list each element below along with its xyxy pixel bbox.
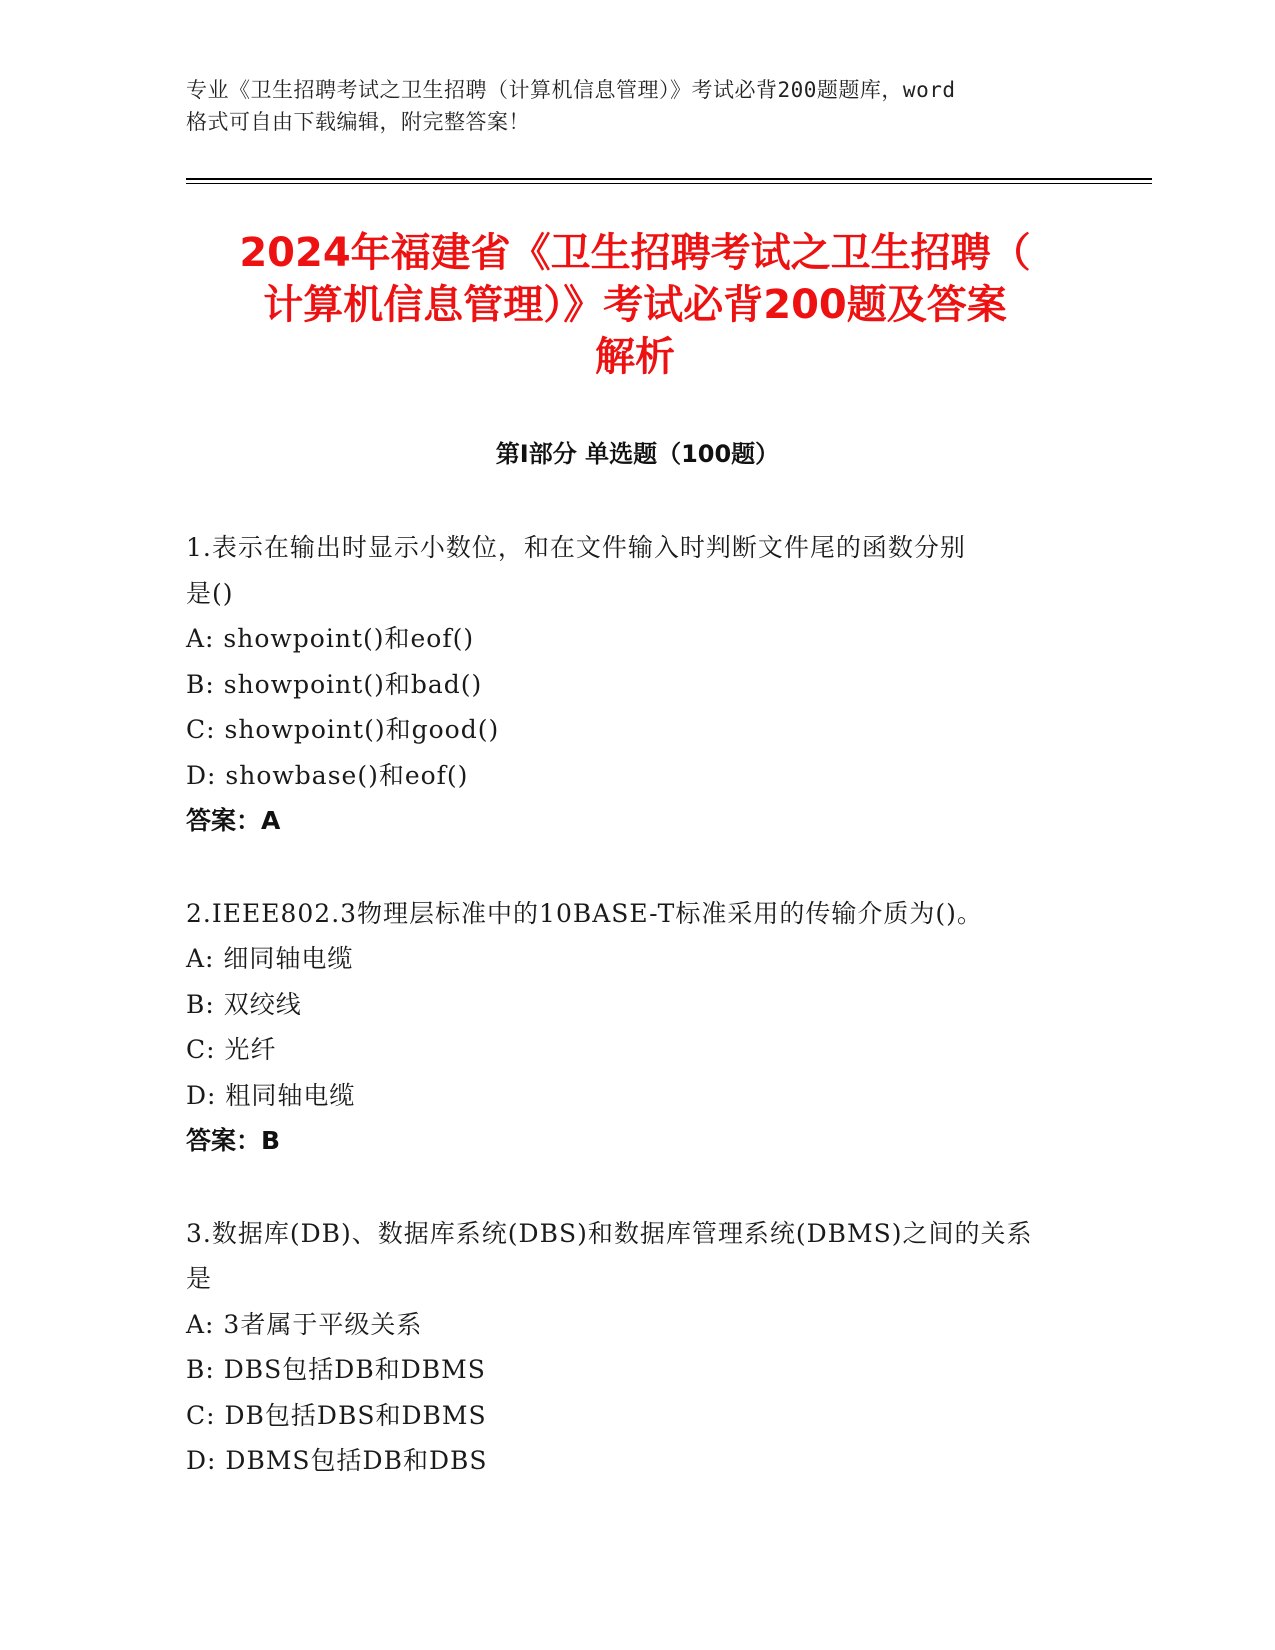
option-a: A: showpoint()和eof() — [186, 624, 475, 653]
option-c: C: 光纤 — [186, 1035, 277, 1064]
option-a: A: 3者属于平级关系 — [186, 1309, 423, 1339]
header-note — [186, 74, 1086, 138]
option-b: B: 双绞线 — [186, 989, 302, 1019]
question-list — [186, 525, 1086, 1531]
header-rule-thick — [186, 178, 1152, 180]
question-item — [186, 525, 1086, 844]
question-stem: 1.表示在输出时显示小数位，和在文件输入时判断文件尾的函数分别 — [186, 533, 966, 562]
header-note-line: 专业《卫生招聘考试之卫生招聘（计算机信息管理）》考试必背200题题库，word — [186, 78, 956, 102]
answer-line: 答案：A — [186, 806, 281, 835]
option-c: C: showpoint()和good() — [186, 715, 500, 744]
question-item — [186, 891, 1086, 1164]
question-stem: 2.IEEE802.3物理层标准中的10BASE-T标准采用的传输介质为()。 — [186, 898, 983, 928]
question-stem: 是 — [186, 1264, 213, 1293]
question-item — [186, 1211, 1086, 1484]
option-c: C: DB包括DBS和DBMS — [186, 1400, 487, 1430]
title-line: 2024年福建省《卫生招聘考试之卫生招聘（ — [239, 230, 1031, 276]
section-heading: 第Ⅰ部分 单选题（100题） — [495, 440, 780, 468]
option-d: D: 粗同轴电缆 — [186, 1080, 356, 1110]
option-b: B: DBS包括DB和DBMS — [186, 1355, 486, 1384]
question-stem: 是() — [186, 578, 234, 608]
option-d: D: showbase()和eof() — [186, 760, 469, 790]
header-rule-thin — [186, 183, 1152, 184]
document-title — [170, 227, 1100, 383]
title-line: 计算机信息管理）》考试必背200题及答案 — [263, 282, 1007, 328]
option-d: D: DBMS包括DB和DBS — [186, 1446, 488, 1475]
answer-line: 答案：B — [186, 1126, 281, 1155]
header-note-line: 格式可自由下载编辑，附完整答案！ — [186, 110, 530, 134]
option-a: A: 细同轴电缆 — [186, 944, 354, 973]
question-stem: 3.数据库(DB)、数据库系统(DBS)和数据库管理系统(DBMS)之间的关系 — [186, 1218, 1033, 1248]
option-b: B: showpoint()和bad() — [186, 669, 483, 699]
title-line: 解析 — [595, 334, 675, 380]
